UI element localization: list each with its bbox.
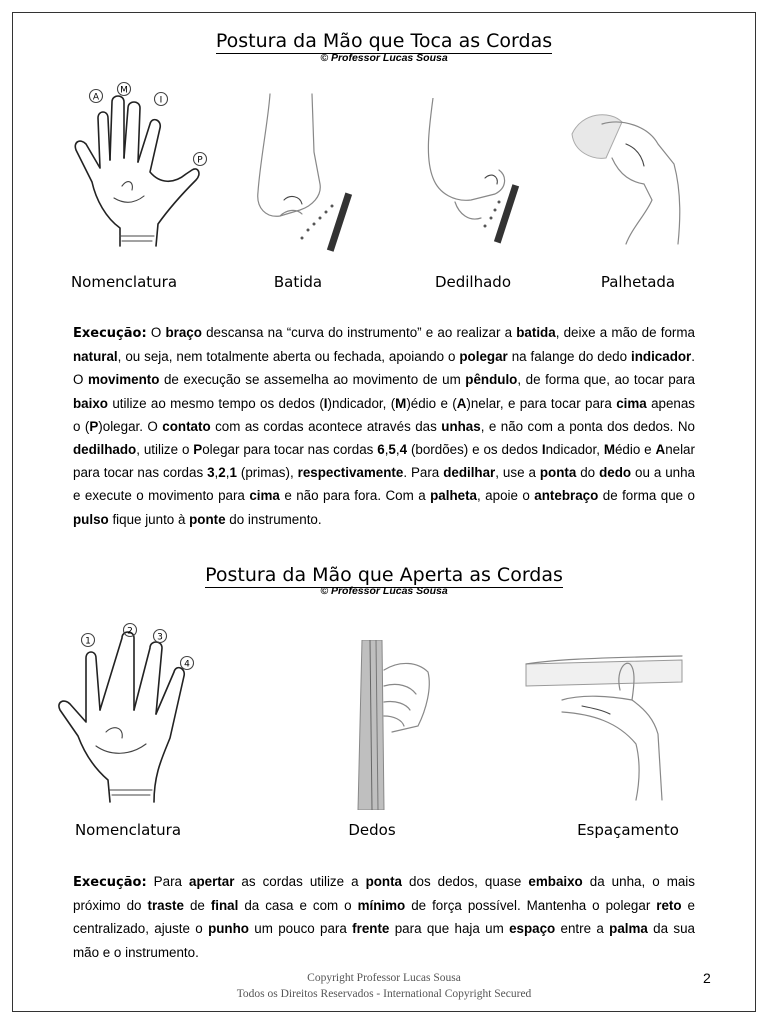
text-run: , (225, 465, 230, 481)
text-run: na falange do dedo (507, 349, 631, 365)
bold-term: natural (73, 349, 118, 365)
text-run: , (384, 442, 389, 458)
bold-term: cima (616, 395, 647, 411)
bold-term: punho (208, 921, 249, 937)
text-run: , (214, 465, 219, 481)
bold-term: 1 (229, 465, 237, 481)
bold-term: braço (165, 325, 202, 340)
text-run: um pouco para (248, 921, 353, 937)
section1-title: Postura da Mão que Toca as Cordas (215, 30, 553, 52)
text-run: da sua mão e o instrumento. (73, 921, 695, 960)
bold-term: mínimo (357, 898, 406, 914)
text-run: e centralizado, ajuste o (73, 898, 696, 937)
text-run: de forma que o (598, 488, 696, 504)
finger-label-3: 3 (157, 632, 163, 643)
text-run: , utilize o (136, 442, 194, 458)
text-run: , ou seja, nem totalmente aberta ou fechada, apoiando o (117, 349, 460, 365)
text-run: (primas), (236, 465, 298, 481)
bold-term: baixo (73, 395, 108, 411)
text-run: . O (73, 349, 695, 388)
text-run: com as cordas acontece através das (210, 418, 442, 434)
bold-term: 6 (377, 442, 385, 458)
text-run: (bordões) e os dedos (407, 442, 542, 458)
bold-term: unhas (441, 418, 481, 434)
text-run: e não para fora. Com a (279, 488, 431, 504)
text-run: )édio e ( (406, 395, 457, 411)
palhetada-figure (562, 104, 692, 249)
bold-term: palma (609, 921, 648, 937)
bold-term: frente (352, 921, 390, 937)
bold-term: P (89, 418, 99, 434)
bold-term: antebraço (534, 488, 599, 504)
caption-nomenclatura-1: Nomenclatura (70, 273, 178, 291)
finger-label-a: A (92, 92, 100, 103)
bold-term: 2 (218, 465, 226, 481)
finger-label-4: 4 (184, 659, 190, 670)
bold-term: A (655, 442, 666, 458)
bold-term: traste (147, 898, 184, 914)
espacamento-figure (522, 650, 687, 810)
bold-term: I (541, 442, 546, 458)
bold-term: P (193, 442, 203, 458)
bold-term: apertar (189, 874, 235, 889)
text-run: , e não com a ponta dos dedos. No (480, 418, 695, 434)
text-run: , apoie o (477, 488, 535, 504)
text-run: . Para (403, 465, 444, 481)
text-run: do (576, 465, 600, 481)
bold-term: M (603, 442, 615, 458)
finger-label-p: P (197, 155, 203, 166)
text-run: de execução se assemelha ao movimento de um (159, 372, 466, 388)
bold-term: pêndulo (465, 372, 518, 388)
page-number: 2 (703, 970, 711, 986)
text-run: do instrumento. (225, 511, 322, 527)
bold-term: final (210, 898, 239, 914)
bold-term: pulso (73, 511, 109, 527)
footer-copyright: Copyright Professor Lucas Sousa (307, 972, 461, 984)
bold-term: dedilhado (73, 442, 137, 458)
footer-rights: Todos os Direitos Reservados - International Copyright Secured (236, 988, 532, 1000)
text-run: da casa e com o (238, 898, 358, 914)
bold-term: 4 (399, 442, 408, 458)
text-run: utilize ao mesmo tempo os dedos ( (107, 395, 324, 411)
bold-term: contato (162, 418, 211, 434)
bold-term: M (395, 395, 407, 411)
text-run: olegar para tocar nas cordas (202, 442, 378, 458)
bold-term: movimento (87, 372, 160, 388)
bold-term: polegar (459, 349, 508, 365)
section2-paragraph (73, 870, 695, 964)
caption-espacamento: Espaçamento (577, 821, 679, 839)
text-run: da unha, o mais próximo do (73, 874, 695, 914)
text-run: para que haja um (389, 921, 510, 937)
text-run: apenas o ( (73, 395, 696, 434)
text-run: O (146, 325, 166, 340)
text-run: , de forma que, ao tocar para (517, 372, 696, 388)
text-run: ndicador, (545, 442, 604, 458)
caption-palhetada: Palhetada (600, 273, 676, 291)
bold-term: ponta (539, 465, 577, 481)
text-run: fique junto à (108, 511, 190, 527)
section2-title: Postura da Mão que Aperta as Cordas (205, 564, 563, 586)
bold-term: ponte (189, 511, 226, 527)
text-run: Para (146, 874, 189, 889)
bold-term: dedo (599, 465, 632, 481)
caption-dedos: Dedos (348, 821, 396, 839)
section2-subtitle: © Professor Lucas Sousa (320, 585, 448, 597)
finger-label-m: M (120, 85, 128, 96)
finger-label-i: I (159, 95, 163, 106)
bold-term: respectivamente (297, 465, 404, 481)
bold-term: batida (516, 325, 556, 340)
text-run: )ndicador, ( (327, 395, 396, 411)
bold-term: reto (656, 898, 682, 914)
text-run: édio e (614, 442, 656, 458)
bold-term: cima (249, 488, 280, 504)
text-run: , use a (495, 465, 540, 481)
bold-term: A (456, 395, 467, 411)
bold-term: I (323, 395, 328, 411)
caption-nomenclatura-2: Nomenclatura (74, 821, 182, 839)
section1-subtitle: © Professor Lucas Sousa (320, 52, 448, 64)
hand-nomenclature-figure (62, 78, 222, 253)
bold-term: 5 (388, 442, 396, 458)
bold-term: 3 (207, 465, 215, 481)
text-run: as cordas utilize a (234, 874, 366, 889)
bold-term: dedilhar (443, 465, 496, 481)
batida-figure (240, 92, 360, 252)
text-run: nelar para tocar nas cordas (73, 442, 695, 481)
text-run: )nelar, e para tocar para (466, 395, 617, 411)
bold-term: embaixo (528, 874, 583, 889)
finger-label-1: 1 (85, 636, 91, 647)
caption-dedilhado: Dedilhado (434, 273, 512, 291)
paragraph-lead: Execução: (73, 875, 147, 890)
bold-term: palheta (430, 488, 478, 504)
text-run: de força possível. Mantenha o polegar (405, 898, 657, 914)
bold-term: ponta (365, 874, 403, 889)
bold-term: espaço (509, 921, 556, 937)
text-run: ou a unha e execute o movimento para (73, 465, 695, 504)
text-run: )olegar. O (98, 418, 163, 434)
text-run: entre a (555, 921, 610, 937)
section1-paragraph (73, 321, 695, 531)
dedilhado-figure (415, 98, 535, 248)
hand-numbered-figure (50, 618, 210, 808)
text-run: , (395, 442, 400, 458)
text-run: de (183, 898, 211, 914)
paragraph-lead: Execução: (73, 326, 147, 341)
dedos-figure (300, 640, 450, 810)
finger-label-2: 2 (127, 626, 133, 637)
text-run: descansa na “curva do instrumento” e ao realizar a (201, 325, 517, 340)
caption-batida: Batida (273, 273, 323, 291)
bold-term: indicador (631, 349, 692, 365)
text-run: dos dedos, quase (402, 874, 529, 889)
text-run: , deixe a mão de forma (555, 325, 695, 340)
